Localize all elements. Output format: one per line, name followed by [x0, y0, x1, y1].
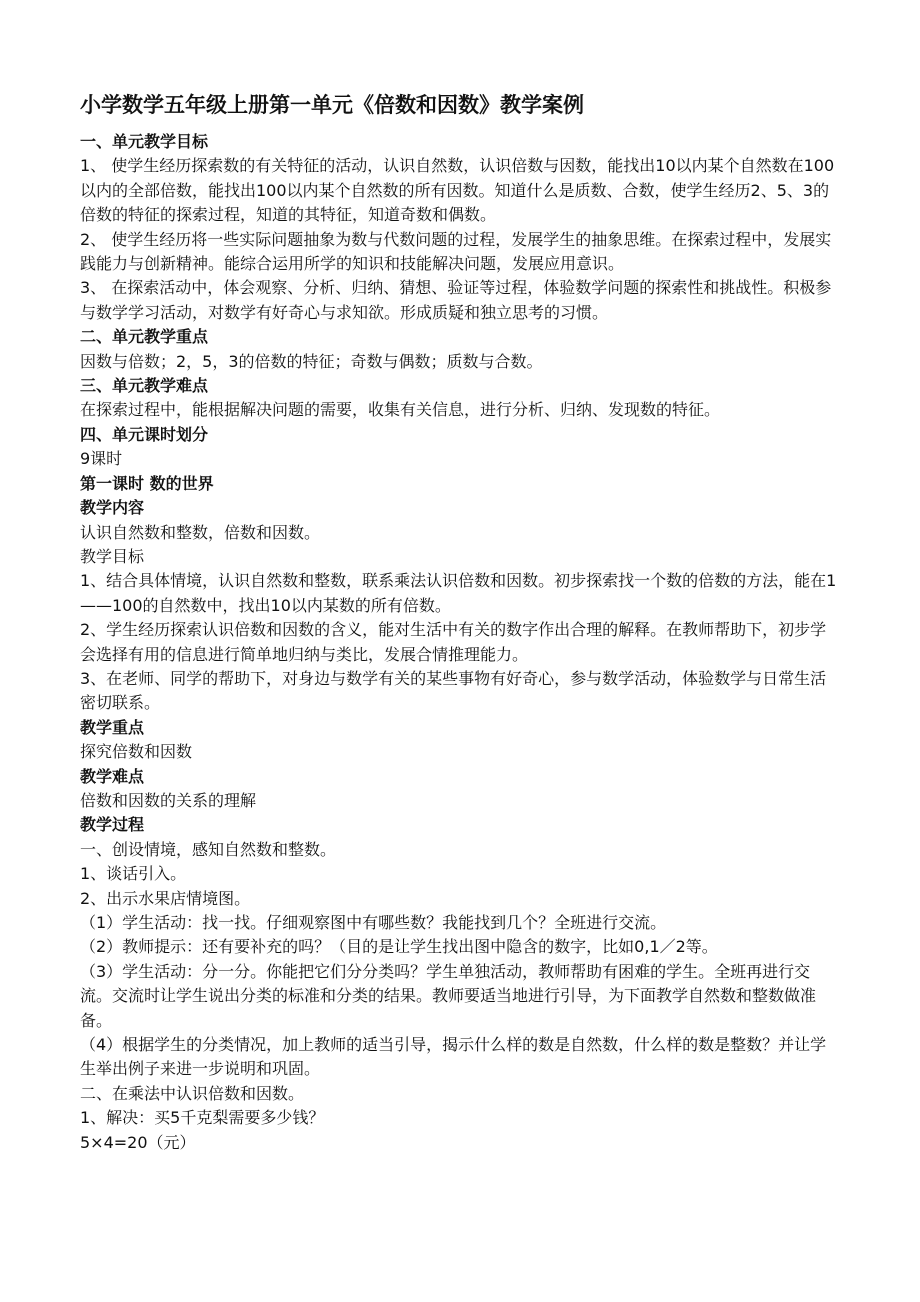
- unit-goal-2: 2、 使学生经历将一些实际问题抽象为数与代数问题的过程，发展学生的抽象思维。在探索过程中，发展实践能力与创新精神。能综合运用所学的知识和技能解决问题，发展应用意识。: [80, 229, 832, 274]
- process-step-3: 2、出示水果店情境图。: [80, 888, 251, 908]
- document-page: [80, 90, 842, 1155]
- document-title: 小学数学五年级上册第一单元《倍数和因数》教学案例: [80, 93, 584, 117]
- lesson1-difficulty-text: 倍数和因数的关系的理解: [80, 790, 257, 810]
- process-step-7: （4）根据学生的分类情况，加上教师的适当引导，揭示什么样的数是自然数，什么样的数是整数？并让学生举出例子来进一步说明和巩固。: [80, 1035, 827, 1079]
- unit-goal-1: 1、 使学生经历探索数的有关特征的活动，认识自然数，认识倍数与因数，能找出10以内某个自然数在100以内的全部倍数，能找出100以内某个自然数的所有因数。知道什么是质数、合数，使学生经历2、5、3的倍数的特征的探索过程，知道的其特征，知道奇数和偶数。: [80, 156, 835, 225]
- unit-schedule-text: 9课时: [80, 449, 123, 469]
- lesson1-process-heading: 教学过程: [80, 815, 145, 835]
- process-step-2: 1、谈话引入。: [80, 864, 187, 884]
- unit-schedule-heading: 四、单元课时划分: [80, 424, 209, 444]
- unit-key-text: 因数与倍数；2，5，3的倍数的特征；奇数与偶数；质数与合数。: [80, 351, 543, 371]
- lesson1-content-heading: 教学内容: [80, 498, 145, 518]
- process-step-8: 二、在乘法中认识倍数和因数。: [80, 1083, 305, 1103]
- unit-difficulty-text: 在探索过程中，能根据解决问题的需要，收集有关信息，进行分析、归纳、发现数的特征。: [80, 400, 721, 420]
- lesson1-goal-2: 2、学生经历探索认识倍数和因数的含义，能对生活中有关的数字作出合理的解释。在教师帮助下，初步学会选择有用的信息进行简单地归纳与类比，发展合情推理能力。: [80, 620, 827, 664]
- lesson1-goal-1: 1、结合具体情境，认识自然数和整数，联系乘法认识倍数和因数。初步探索找一个数的倍数的方法，能在1——100的自然数中，找出10以内某数的所有倍数。: [80, 571, 837, 615]
- process-step-4: （1）学生活动：找一找。仔细观察图中有哪些数？我能找到几个？全班进行交流。: [80, 913, 667, 932]
- process-step-10: 5×4=20（元）: [80, 1132, 196, 1152]
- process-step-6: （3）学生活动：分一分。你能把它们分分类吗？学生单独活动，教师帮助有困难的学生。全班再进行交流。交流时让学生说出分类的标准和分类的结果。教师要适当地进行引导，为下面教学自然数和整数做准备。: [80, 961, 817, 1030]
- unit-goal-3: 3、 在探索活动中，体会观察、分析、归纳、猜想、验证等过程，体验数学问题的探索性和挑战性。积极参与数学学习活动，对数学有好奇心与求知欲。形成质疑和独立思考的习惯。: [80, 278, 832, 322]
- lesson1-content-text: 认识自然数和整数，倍数和因数。: [80, 522, 321, 542]
- lesson1-heading: 第一课时 数的世界: [80, 473, 214, 493]
- lesson1-goals-heading: 教学目标: [80, 546, 145, 566]
- unit-difficulty-heading: 三、单元教学难点: [80, 376, 209, 396]
- lesson1-goal-3: 3、在老师、同学的帮助下，对身边与数学有关的某些事物有好奇心，参与数学活动，体验数学与日常生活密切联系。: [80, 668, 827, 713]
- lesson1-difficulty-heading: 教学难点: [80, 766, 145, 786]
- process-step-9: 1、解决：买5千克梨需要多少钱？: [80, 1108, 325, 1128]
- lesson1-key-heading: 教学重点: [80, 717, 145, 737]
- unit-goals-heading: 一、单元教学目标: [80, 132, 209, 151]
- unit-key-heading: 二、单元教学重点: [80, 327, 209, 347]
- lesson1-key-text: 探究倍数和因数: [80, 742, 193, 762]
- process-step-1: 一、创设情境，感知自然数和整数。: [80, 839, 337, 859]
- process-step-5: （2）教师提示：还有要补充的吗？（目的是让学生找出图中隐含的数字，比如0,1／2等。: [80, 937, 718, 957]
